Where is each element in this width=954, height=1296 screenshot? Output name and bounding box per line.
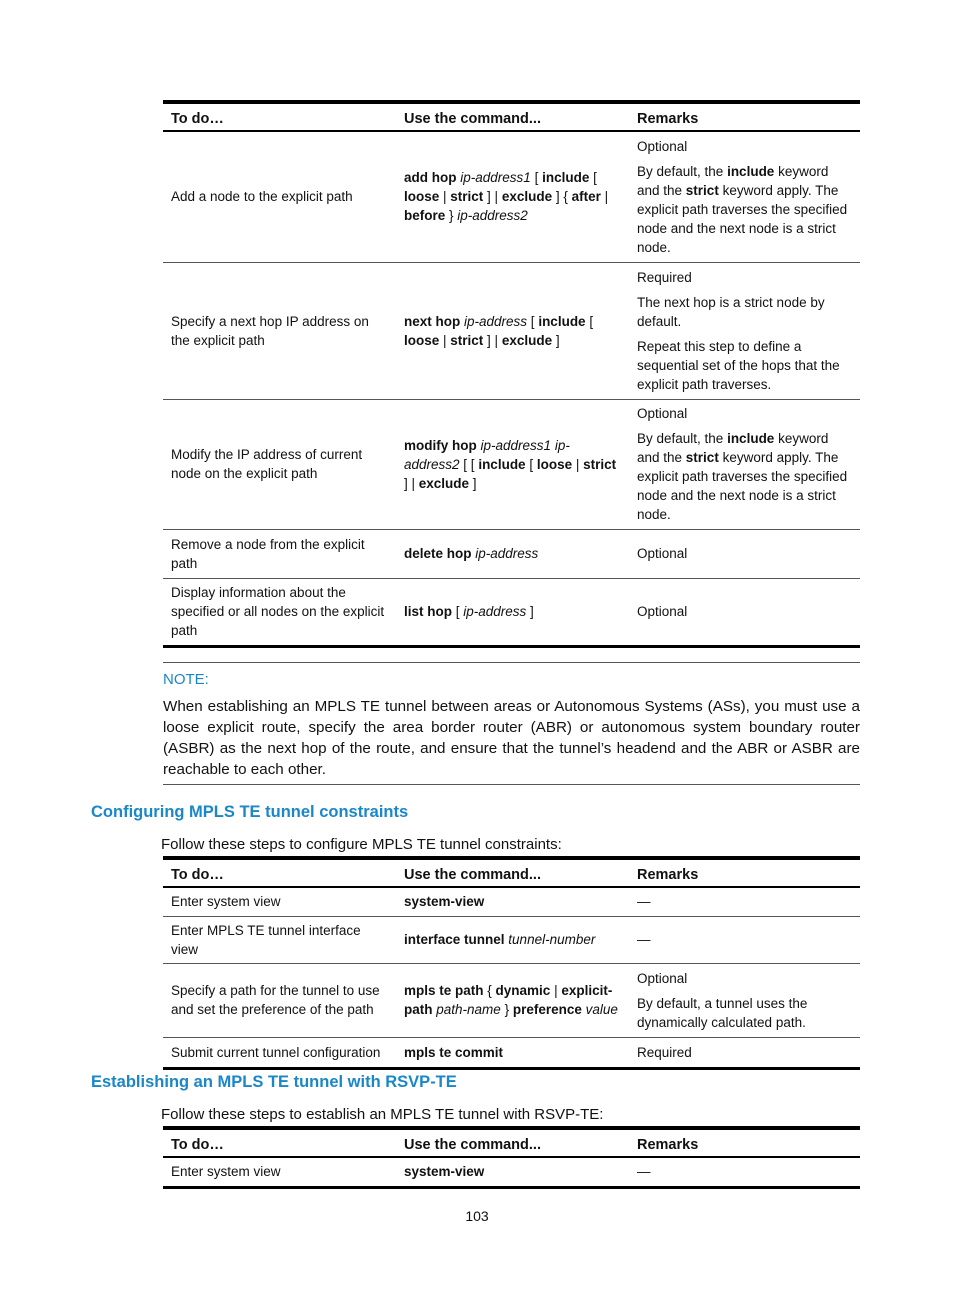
col-header-command: Use the command... [396,1128,629,1157]
command-keyword: modify hop [404,437,477,453]
command-keyword: include [478,456,526,472]
command-argument: value [585,1002,618,1017]
text-segment: ] [469,475,477,491]
text-segment: | [439,189,451,205]
text-segment: [ [530,170,543,186]
command-keyword: strict [685,182,719,198]
table-row [163,1037,860,1068]
col-header-remarks: Remarks [629,1128,860,1157]
command-cell [396,131,629,262]
command-cell [396,1037,629,1068]
command-keyword: loose [536,456,573,472]
command-keyword: include [727,431,775,446]
section-heading-constraints: Configuring MPLS TE tunnel constraints [91,803,409,821]
text-segment: [ [527,313,539,329]
table-row [163,578,860,646]
table-row [163,1157,860,1187]
text-segment: Optional [637,970,688,986]
command-argument: ip-address [464,313,528,329]
text-segment: ] | [404,475,419,491]
remark-paragraph [637,268,852,287]
text-segment: } [500,1002,513,1017]
command-keyword: delete hop [404,546,472,561]
text-segment: keyword apply. The explicit path traverses the specified node and the next node is a strict node. [637,182,848,255]
text-segment: | [600,189,609,205]
remarks-cell [629,963,860,1037]
remarks-cell [629,578,860,646]
command-argument: ip-address2 [457,208,528,224]
tunnel-constraints-table [163,856,860,1070]
table-row [163,887,860,916]
command-keyword: system-view [404,894,485,910]
text-segment: — [637,932,651,947]
table-body [163,887,860,1068]
command-keyword: system-view [404,1164,485,1180]
text-segment: ] | [483,189,502,205]
task-cell: Enter MPLS TE tunnel interface view [163,916,396,963]
text-segment: { [483,983,496,998]
remark-paragraph [637,429,852,524]
command-keyword: loose [404,189,440,205]
command-keyword: strict [450,332,484,348]
command-argument: tunnel-number [508,932,596,947]
remarks-cell [629,1157,860,1187]
task-cell: Remove a node from the explicit path [163,529,396,578]
task-cell: Enter system view [163,1157,396,1187]
task-cell: Add a node to the explicit path [163,131,396,262]
command-keyword: mpls te path [404,983,484,998]
table-row [163,262,860,399]
command-cell [396,399,629,529]
text-segment: — [637,1164,651,1180]
col-header-remarks: Remarks [629,858,860,887]
command-keyword: explicit-path [404,983,613,1017]
text-segment: | [572,456,584,472]
text-segment: Required [637,269,692,285]
command-keyword: include [538,313,586,329]
task-cell: Enter system view [163,887,396,916]
col-header-remarks: Remarks [629,102,860,131]
col-header-todo: To do… [163,858,396,887]
text-segment: Optional [637,604,688,619]
col-header-command: Use the command... [396,102,629,131]
remark-paragraph [637,337,852,394]
task-cell: Specify a path for the tunnel to use and set the preference of the path [163,963,396,1037]
remarks-cell [629,529,860,578]
command-keyword: preference [512,1002,582,1017]
text-segment: By default, a tunnel uses the dynamically calculated path. [637,995,808,1030]
text-segment: ] { [552,189,572,205]
remark-paragraph [637,1162,852,1181]
remarks-cell [629,399,860,529]
command-keyword: strict [583,456,617,472]
command-cell [396,916,629,963]
text-segment: Optional [637,406,688,421]
text-segment: Optional [637,138,688,154]
col-header-todo: To do… [163,1128,396,1157]
command-keyword: after [571,189,601,205]
text-segment: [ [ [459,456,479,472]
command-argument: ip-address1 [460,170,531,186]
command-keyword: loose [404,332,440,348]
remark-paragraph [637,930,852,949]
text-segment: | [439,332,451,348]
remark-paragraph [637,892,852,911]
text-segment: keyword and the [637,431,829,465]
command-argument: ip-address1 [480,437,552,453]
note-box [163,662,860,785]
table-body [163,1157,860,1187]
command-cell [396,887,629,916]
command-keyword: exclude [418,475,470,491]
command-keyword: strict [450,189,484,205]
task-cell: Modify the IP address of current node on the explicit path [163,399,396,529]
page-number: 103 [465,1208,489,1224]
col-header-command: Use the command... [396,858,629,887]
text-segment: Repeat this step to define a sequential set of the hops that the explicit path traverses. [637,338,840,392]
remarks-cell [629,1037,860,1068]
text-segment: Required [637,1044,692,1060]
command-keyword: before [404,208,446,224]
command-argument: path-name [436,1002,501,1017]
text-segment: ] | [483,332,502,348]
remark-paragraph [637,404,852,423]
command-cell [396,1157,629,1187]
remark-paragraph [637,994,852,1032]
text-segment: keyword and the [637,163,829,198]
command-keyword: dynamic [495,983,551,998]
command-argument: ip-address2 [404,437,570,472]
command-cell [396,963,629,1037]
command-cell [396,262,629,399]
text-segment: By default, the [637,431,728,446]
col-header-todo: To do… [163,102,396,131]
task-cell: Display information about the specified or all nodes on the explicit path [163,578,396,646]
section-intro-constraints: Follow these steps to configure MPLS TE tunnel constraints: [161,836,562,853]
text-segment: The next hop is a strict node by default. [637,294,825,329]
text-segment: keyword apply. The explicit path traverses the specified node and the next node is a strict node. [637,450,848,522]
command-keyword: exclude [501,189,553,205]
text-segment: [ [585,313,594,329]
text-segment: | [550,983,562,998]
task-cell: Submit current tunnel configuration [163,1037,396,1068]
command-keyword: next hop [404,313,461,329]
table-row [163,529,860,578]
command-cell [396,529,629,578]
command-cell [396,578,629,646]
task-cell: Specify a next hop IP address on the explicit path [163,262,396,399]
table-row [163,916,860,963]
table-body [163,131,860,646]
text-segment: } [445,208,458,224]
command-keyword: list hop [404,604,452,619]
table-row [163,399,860,529]
explicit-path-table [163,100,860,648]
remark-paragraph [637,1043,852,1062]
note-label: NOTE: [163,671,209,688]
remarks-cell [629,131,860,262]
text-segment: [ [452,604,464,619]
command-keyword: include [542,170,590,186]
table-row [163,963,860,1037]
table-row [163,131,860,262]
command-keyword: exclude [501,332,553,348]
remark-paragraph [637,162,852,257]
remark-paragraph [637,969,852,988]
command-keyword: mpls te commit [404,1044,504,1060]
command-keyword: interface tunnel [404,932,505,947]
command-argument: ip-address [475,546,539,561]
command-keyword: include [727,163,775,179]
section-heading-rsvp-te: Establishing an MPLS TE tunnel with RSVP-TE [91,1073,457,1091]
remark-paragraph [637,137,852,156]
text-segment: [ [525,456,537,472]
text-segment: [ [589,170,597,186]
rsvp-te-table [163,1126,860,1189]
command-keyword: strict [685,450,719,465]
text-segment: — [637,894,651,910]
text-segment: ] [526,604,534,619]
command-keyword: add hop [404,170,457,186]
remark-paragraph [637,293,852,331]
command-argument: ip-address [463,604,527,619]
text-segment: By default, the [637,163,728,179]
remark-paragraph [637,602,852,621]
section-intro-rsvp-te: Follow these steps to establish an MPLS TE tunnel with RSVP-TE: [161,1106,604,1123]
remarks-cell [629,916,860,963]
note-text: When establishing an MPLS TE tunnel between areas or Autonomous Systems (ASs), you must use a loose explicit route, specify the area border router (ABR) or autonomous system boundary router (ASBR) as the next hop of the route, and ensure that the tunnel’s headend and the ABR or ASBR are reachable to each other. [163,698,860,778]
text-segment: ] [552,332,560,348]
remarks-cell [629,262,860,399]
remarks-cell [629,887,860,916]
remark-paragraph [637,544,852,563]
text-segment: Optional [637,546,688,561]
